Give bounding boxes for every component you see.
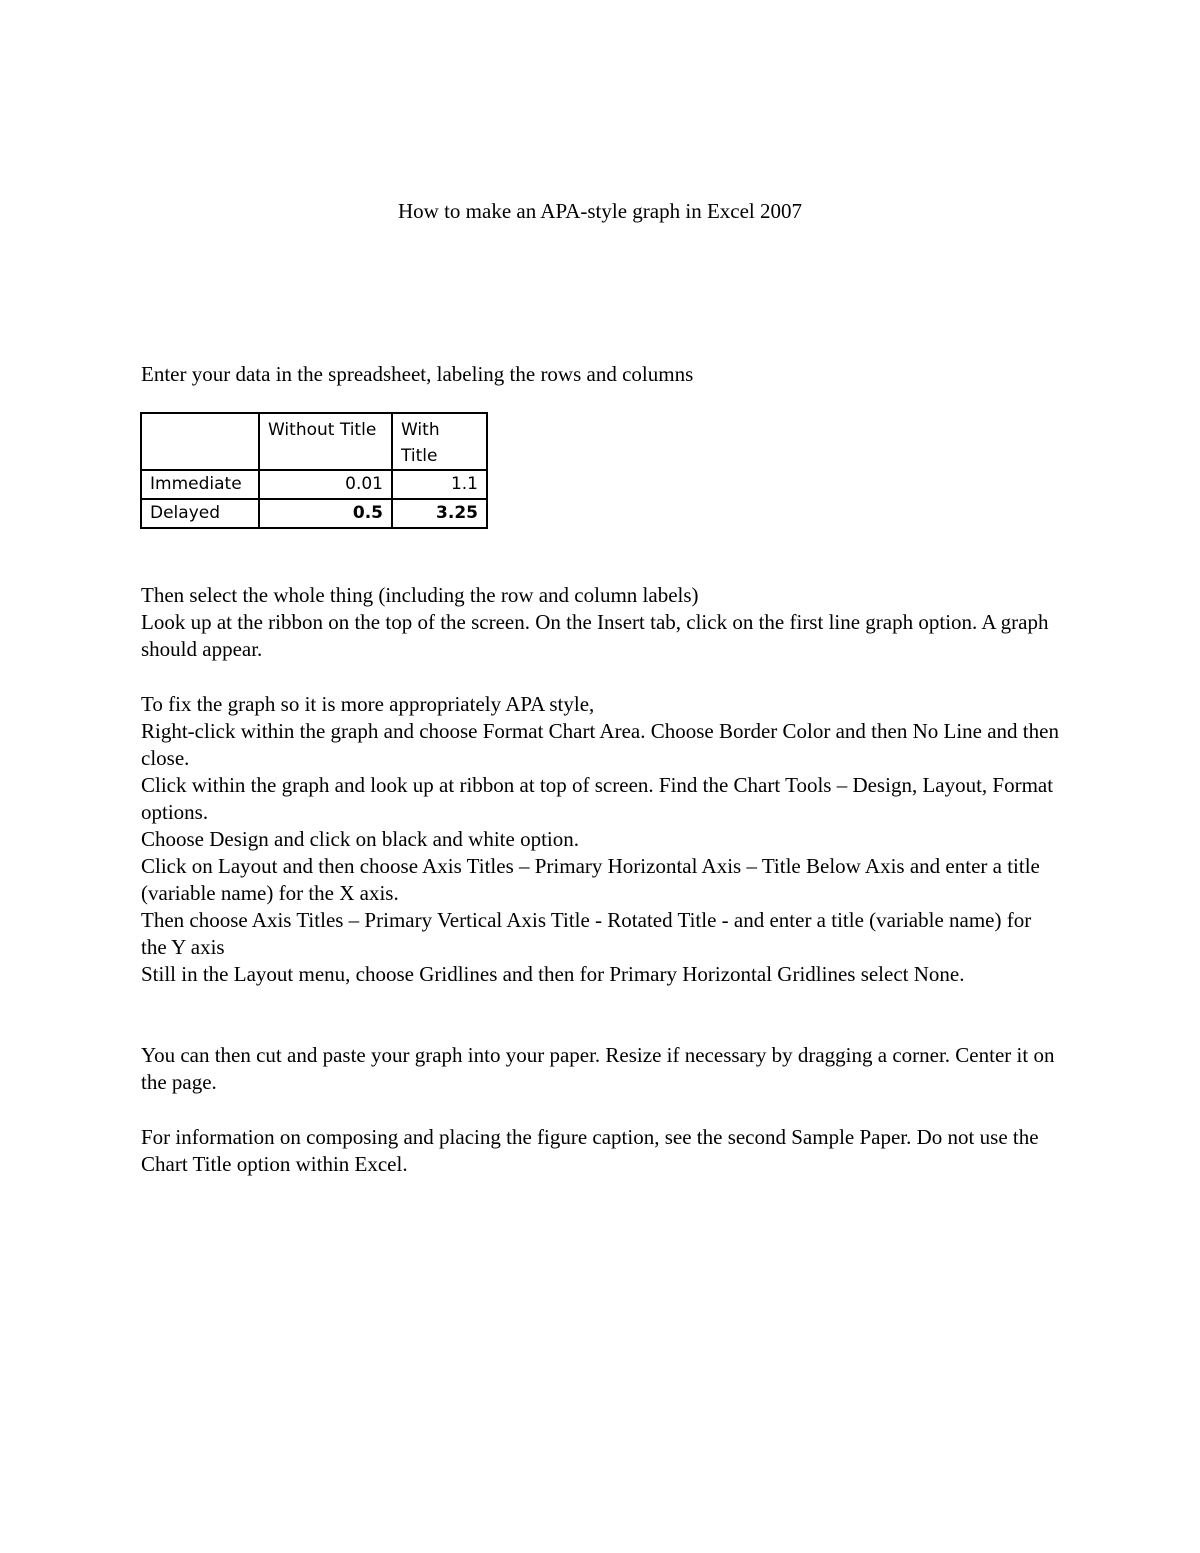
cell-without-title: 0.5	[259, 499, 392, 528]
row-label: Delayed	[141, 499, 259, 528]
table-header-with-title: With Title	[392, 413, 487, 470]
table-header-corner	[141, 413, 259, 470]
table-row	[141, 470, 487, 499]
instruction-line: Choose Design and click on black and white option.	[141, 827, 579, 851]
intro-paragraph: Enter your data in the spreadsheet, labeling the rows and columns	[141, 362, 694, 386]
table-header-without-title: Without Title	[259, 413, 392, 470]
cell-with-title: 3.25	[392, 499, 487, 528]
instruction-line: To fix the graph so it is more appropriately APA style,	[141, 692, 595, 716]
instruction-line: Still in the Layout menu, choose Gridlines and then for Primary Horizontal Gridlines select None.	[141, 962, 965, 986]
table-header-row	[141, 413, 487, 470]
instruction-line: Click within the graph and look up at ribbon at top of screen. Find the Chart Tools – Design, Layout, Format options.	[141, 773, 1054, 824]
table-row	[141, 499, 487, 528]
caption-instructions: For information on composing and placing the figure caption, see the second Sample Paper. Do not use the Chart Title option within Excel.	[141, 1125, 1039, 1176]
document-title: How to make an APA-style graph in Excel 2007	[398, 199, 802, 223]
instruction-line: Right-click within the graph and choose Format Chart Area. Choose Border Color and then No Line and then close.	[141, 719, 1059, 770]
instruction-line: Click on Layout and then choose Axis Titles – Primary Horizontal Axis – Title Below Axis and enter a title (variable name) for the X axis.	[141, 854, 1040, 905]
instruction-line: Look up at the ribbon on the top of the screen. On the Insert tab, click on the first line graph option. A graph should appear.	[141, 610, 1049, 661]
select-instructions	[141, 582, 1061, 663]
cell-with-title: 1.1	[392, 470, 487, 499]
data-table	[140, 412, 488, 529]
paste-instructions: You can then cut and paste your graph into your paper. Resize if necessary by dragging a corner. Center it on the page.	[141, 1043, 1055, 1094]
cell-without-title: 0.01	[259, 470, 392, 499]
instruction-line: Then select the whole thing (including the row and column labels)	[141, 583, 699, 607]
fix-instructions	[141, 691, 1061, 988]
instruction-line: Then choose Axis Titles – Primary Vertical Axis Title - Rotated Title - and enter a title (variable name) for the Y axis	[141, 908, 1032, 959]
row-label: Immediate	[141, 470, 259, 499]
